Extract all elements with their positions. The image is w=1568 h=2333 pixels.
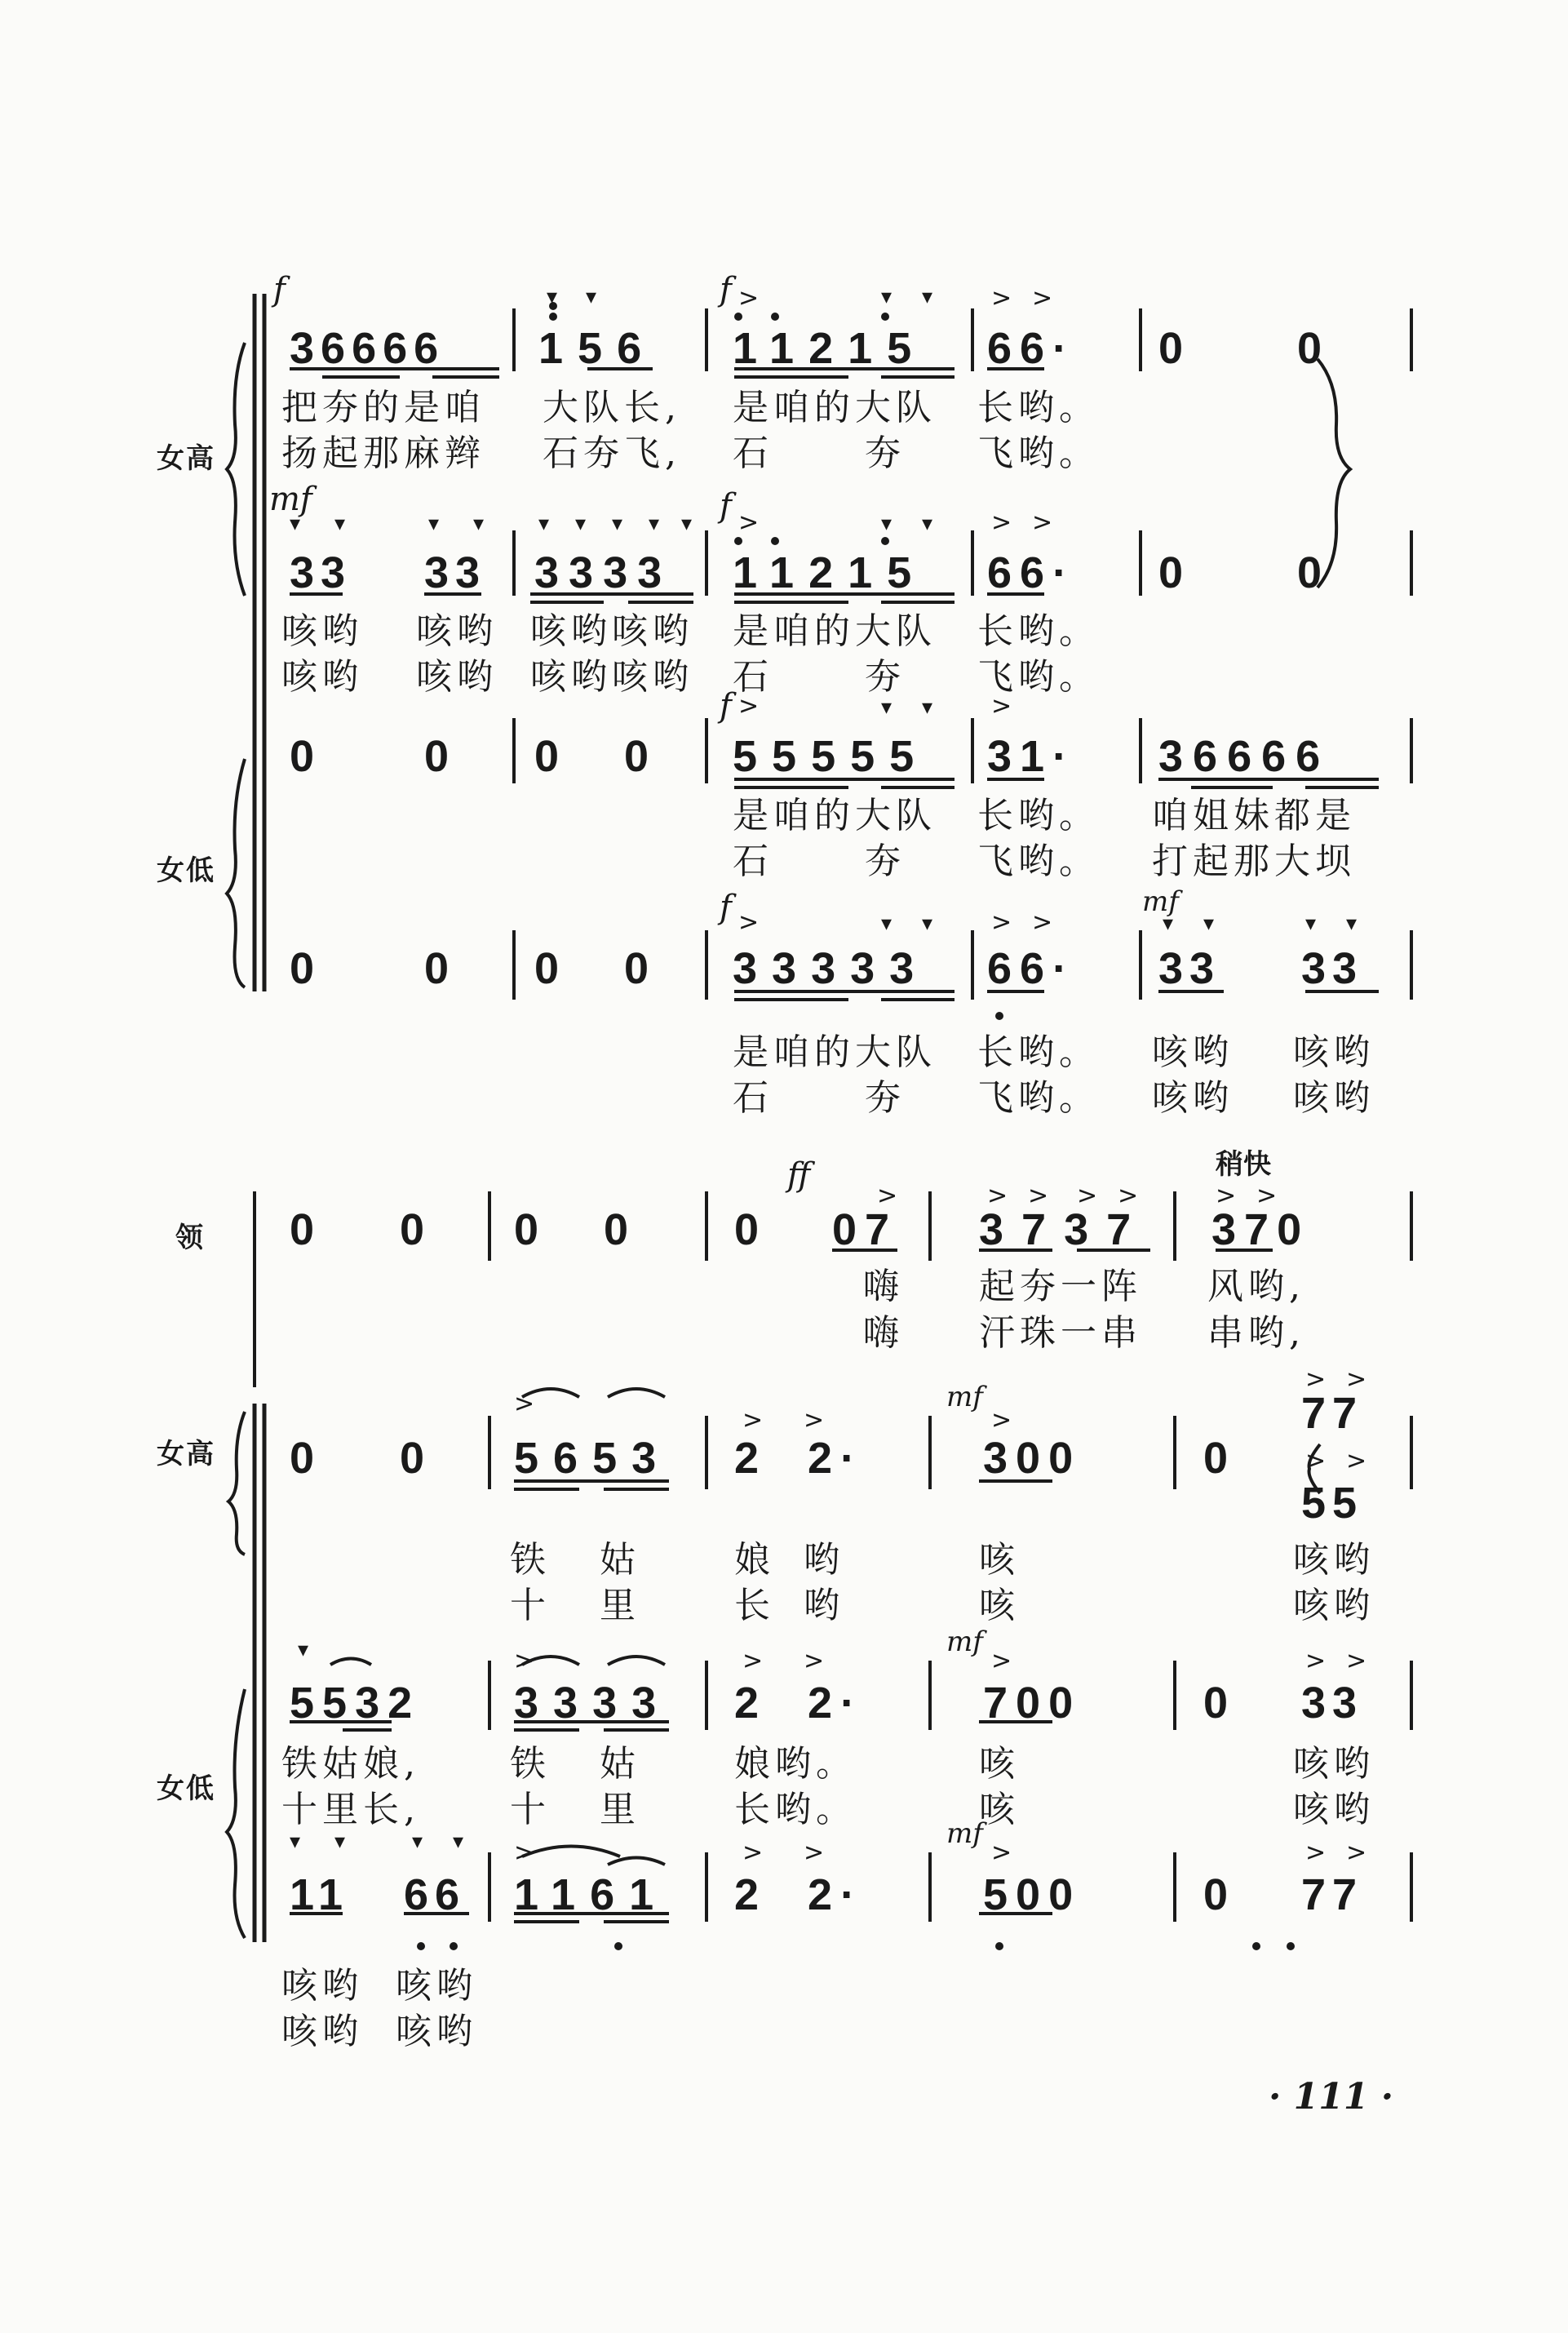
lyric: 咳 — [979, 1743, 1020, 1785]
svg-text:>: > — [1216, 1182, 1237, 1210]
notes-m3: 11215 — [733, 324, 927, 373]
svg-text:>: > — [742, 1838, 764, 1867]
rest: 0 — [534, 732, 560, 781]
lyric: 是咱的大队 — [733, 1031, 937, 1073]
svg-text:▾: ▾ — [1163, 911, 1174, 936]
lyric: 大队长, — [543, 387, 681, 428]
rest: 0 — [400, 1205, 425, 1254]
lyric: 咱姐妹都是 — [1152, 795, 1356, 836]
tempo-mark: 稍快 — [1216, 1148, 1271, 1181]
notes-m3: 33333 — [733, 944, 929, 993]
lyric: 咳哟 — [1293, 1743, 1375, 1785]
lyric: 起夯一阵 — [979, 1266, 1142, 1307]
lyric: 把夯的是咱 — [281, 387, 485, 428]
svg-text:>: > — [514, 1838, 535, 1867]
notes-m2: 5653 — [514, 1434, 671, 1483]
rest: 0 — [624, 732, 649, 781]
notes-m5-rest: 0 — [1158, 548, 1184, 597]
lyric: 长哟。 — [977, 1031, 1100, 1073]
svg-text:>: > — [804, 1838, 825, 1867]
svg-text:▾: ▾ — [290, 1830, 301, 1854]
lyric: 十 — [510, 1585, 551, 1626]
lyric: 扬起那麻辫 — [281, 432, 485, 474]
svg-text:>: > — [1346, 1838, 1367, 1867]
label-alto: 女低 — [157, 1772, 215, 1805]
dynamic-mark: ff — [787, 1156, 811, 1194]
notes-m5: 370 — [1211, 1205, 1310, 1254]
svg-text:>: > — [991, 1838, 1012, 1867]
lyric: 是咱的大队 — [733, 610, 937, 652]
label-alto: 女低 — [157, 854, 215, 887]
svg-text:>: > — [1305, 1647, 1327, 1675]
svg-text:>: > — [738, 908, 760, 937]
rest: 0 — [534, 944, 560, 993]
svg-text:▾: ▾ — [586, 285, 597, 309]
lyric: 咳哟 — [396, 1965, 477, 2007]
svg-text:▾: ▾ — [881, 285, 893, 309]
svg-text:▾: ▾ — [575, 512, 587, 536]
svg-text:>: > — [991, 284, 1012, 313]
notes-m3: 11215 — [733, 548, 927, 597]
lyric: 风哟, — [1207, 1266, 1305, 1307]
lyric: 夯 — [865, 1077, 906, 1119]
lyric: 铁姑娘, — [281, 1743, 420, 1785]
notes-m4: 66· — [987, 944, 1076, 993]
notes-m4: 3737 — [979, 1205, 1149, 1254]
notes-m5-lower: 55 — [1301, 1479, 1364, 1528]
svg-text:>: > — [1032, 908, 1053, 937]
lyric: 哟 — [804, 1539, 844, 1581]
svg-text:▾: ▾ — [881, 512, 893, 536]
lyric: 石 — [733, 432, 773, 474]
lyric: 飞哟。 — [977, 656, 1100, 698]
rest: 0 — [290, 944, 315, 993]
svg-text:▾: ▾ — [612, 512, 623, 536]
svg-text:>: > — [514, 1647, 535, 1675]
lyric: 咳 — [979, 1539, 1020, 1581]
notes-m3: 2 2· — [734, 1434, 864, 1483]
svg-text:>: > — [804, 1406, 825, 1435]
lyric: 姑 — [600, 1539, 640, 1581]
lyric: 石 — [733, 656, 773, 698]
svg-text:>: > — [514, 1390, 535, 1418]
svg-text:▾: ▾ — [453, 1830, 464, 1854]
svg-text:▾: ▾ — [881, 911, 893, 936]
notes-m1a: 33 — [290, 548, 352, 597]
rest: 0 — [1203, 1679, 1229, 1728]
rest: 0 — [1203, 1434, 1229, 1483]
lyric: 里 — [600, 1789, 640, 1830]
svg-text:>: > — [804, 1647, 825, 1675]
lyric: 咳哟 — [1152, 1031, 1234, 1073]
rest: 0 — [604, 1205, 629, 1254]
label-soprano: 女高 — [157, 442, 215, 475]
lyric: 飞哟。 — [977, 841, 1100, 882]
svg-text:>: > — [1256, 1182, 1278, 1210]
lyric: 咳哟 — [416, 610, 498, 652]
dynamic-mark: mf — [1142, 885, 1179, 918]
lyric: 娘 — [734, 1539, 775, 1581]
notes-m4: 700 — [983, 1679, 1082, 1728]
rest: 0 — [424, 944, 450, 993]
rest: 0 — [400, 1434, 425, 1483]
lyric: 长哟。 — [734, 1789, 857, 1830]
dynamic-mark: f — [720, 889, 732, 926]
lyric: 长哟。 — [977, 795, 1100, 836]
lyric: 夯 — [865, 841, 906, 882]
notes-m4: 66· — [987, 548, 1076, 597]
lyric: 咳哟 — [281, 1965, 363, 2007]
svg-text:▾: ▾ — [681, 512, 693, 536]
lyric: 咳哟 — [281, 2011, 363, 2052]
dynamic-mark: mf — [269, 481, 312, 518]
svg-text:>: > — [738, 692, 760, 721]
rest: 0 — [290, 1205, 315, 1254]
lyric: 汗珠一串 — [979, 1312, 1142, 1354]
lyric: 咳哟 — [1293, 1585, 1375, 1626]
lyric: 哟 — [804, 1585, 844, 1626]
lyric: 嗨 — [863, 1266, 904, 1307]
svg-text:▾: ▾ — [412, 1830, 423, 1854]
notes-m5-rest: 0 — [1158, 324, 1184, 373]
lyric: 咳 — [979, 1585, 1020, 1626]
lyric: 铁 — [510, 1539, 551, 1581]
svg-text:▾: ▾ — [1305, 911, 1317, 936]
lyric: 咳哟 — [1293, 1031, 1375, 1073]
dynamic-mark: mf — [946, 1381, 983, 1413]
notes-m4: 66· — [987, 324, 1076, 373]
lyric: 石夯飞, — [543, 432, 681, 474]
svg-text:>: > — [1305, 1838, 1327, 1867]
svg-text:>: > — [987, 1182, 1008, 1210]
lyric: 咳哟 — [1293, 1539, 1375, 1581]
notes-m2: 3333 — [514, 1679, 671, 1728]
svg-text:▾: ▾ — [1203, 911, 1215, 936]
notes-m5: 36666 — [1158, 732, 1331, 781]
svg-text:>: > — [991, 1647, 1012, 1675]
svg-text:>: > — [742, 1647, 764, 1675]
svg-text:▾: ▾ — [334, 1830, 346, 1854]
rest: 0 — [734, 1205, 760, 1254]
svg-text:>: > — [1032, 508, 1053, 537]
lyric: 咳哟 — [416, 656, 498, 698]
lyric: 嗨 — [863, 1312, 904, 1354]
svg-text:▾: ▾ — [922, 911, 933, 936]
rest: 0 — [290, 732, 315, 781]
svg-text:▾: ▾ — [473, 512, 485, 536]
svg-text:>: > — [1305, 1365, 1327, 1394]
rest: 0 — [514, 1205, 539, 1254]
svg-text:▾: ▾ — [881, 695, 893, 720]
svg-text:>: > — [991, 1406, 1012, 1435]
lyric: 里 — [600, 1585, 640, 1626]
rest: 0 — [424, 732, 450, 781]
notes-m2: 156 — [538, 324, 657, 373]
lyric: 咳哟 — [1152, 1077, 1234, 1119]
svg-text:▾: ▾ — [298, 1638, 309, 1662]
dynamic-mark: mf — [946, 1626, 983, 1658]
svg-text:>: > — [1305, 1447, 1327, 1475]
notes-m1b: 66 — [404, 1870, 467, 1919]
notes-m4: 500 — [983, 1870, 1082, 1919]
label-soprano: 女高 — [157, 1438, 215, 1470]
notes-m3: 55555 — [733, 732, 929, 781]
lyric: 姑 — [600, 1743, 640, 1785]
svg-text:>: > — [991, 692, 1012, 721]
svg-text:▾: ▾ — [334, 512, 346, 536]
notes-m5-rest: 0 — [1297, 548, 1322, 597]
svg-text:>: > — [1346, 1447, 1367, 1475]
lyric: 长 — [734, 1585, 775, 1626]
lyric: 串哟, — [1207, 1312, 1305, 1354]
svg-text:>: > — [1032, 284, 1053, 313]
lyric: 十里长, — [281, 1789, 420, 1830]
lyric: 夯 — [865, 656, 906, 698]
lyric: 十 — [510, 1789, 551, 1830]
lyric: 是咱的大队 — [733, 387, 937, 428]
lyric: 咳哟 — [396, 2011, 477, 2052]
lyric: 咳哟咳哟 — [530, 656, 693, 698]
lyric: 长哟。 — [977, 610, 1100, 652]
lyric: 咳哟 — [1293, 1077, 1375, 1119]
lyric: 飞哟。 — [977, 432, 1100, 474]
svg-text:>: > — [738, 284, 760, 313]
lyric: 是咱的大队 — [733, 795, 937, 836]
notes-m5: 77 — [1301, 1870, 1364, 1919]
lyric: 咳哟咳哟 — [530, 610, 693, 652]
svg-text:▾: ▾ — [649, 512, 660, 536]
notes-m4: 300 — [983, 1434, 1082, 1483]
svg-text:▾: ▾ — [1346, 911, 1358, 936]
lyric: 长哟。 — [977, 387, 1100, 428]
svg-text:>: > — [1118, 1182, 1139, 1210]
svg-text:>: > — [1077, 1182, 1098, 1210]
svg-text:▾: ▾ — [547, 285, 558, 309]
lyric: 打起那大坝 — [1152, 841, 1356, 882]
svg-text:>: > — [1346, 1365, 1367, 1394]
svg-text:>: > — [1346, 1647, 1367, 1675]
svg-text:>: > — [1028, 1182, 1049, 1210]
dynamic-mark: f — [720, 487, 732, 525]
notes-m5b: 33 — [1301, 944, 1364, 993]
svg-text:>: > — [991, 908, 1012, 937]
notes-m1b: 33 — [424, 548, 487, 597]
lyric: 石 — [733, 841, 773, 882]
notes-m4: 31· — [987, 732, 1076, 781]
svg-text:▾: ▾ — [922, 285, 933, 309]
rest: 0 — [1203, 1870, 1229, 1919]
lyric: 飞哟。 — [977, 1077, 1100, 1119]
svg-text:▾: ▾ — [922, 512, 933, 536]
lyric: 娘哟。 — [734, 1743, 857, 1785]
svg-text:>: > — [991, 508, 1012, 537]
label-lead: 领 — [175, 1222, 205, 1254]
svg-text:▾: ▾ — [922, 695, 933, 720]
lyric: 咳哟 — [1293, 1789, 1375, 1830]
svg-text:>: > — [877, 1182, 898, 1210]
lyric: 夯 — [865, 432, 906, 474]
notes-m3: 2 2· — [734, 1679, 864, 1728]
lyric: 咳哟 — [281, 610, 363, 652]
notes-m5-rest: 0 — [1297, 324, 1322, 373]
svg-text:▾: ▾ — [538, 512, 550, 536]
lyric: 铁 — [510, 1743, 551, 1785]
svg-text:>: > — [742, 1406, 764, 1435]
svg-text:>: > — [738, 508, 760, 537]
notes-m1: 5532 — [290, 1679, 421, 1728]
notes-m1a: 11 — [290, 1870, 350, 1919]
notes-m1: 36666 — [290, 324, 445, 373]
notes-m2: 3333 — [534, 548, 672, 597]
rest: 0 — [290, 1434, 315, 1483]
dynamic-mark: f — [273, 271, 286, 308]
notes-m2: 1161 — [514, 1870, 669, 1919]
rest: 0 — [624, 944, 649, 993]
dynamic-mark: f — [720, 271, 732, 308]
svg-text:▾: ▾ — [428, 512, 440, 536]
notes-m5a: 33 — [1158, 944, 1221, 993]
lyric: 石 — [733, 1077, 773, 1119]
notes-m5: 33 — [1301, 1679, 1364, 1728]
svg-text:▾: ▾ — [290, 512, 301, 536]
lyric: 咳 — [979, 1789, 1020, 1830]
notes-m5-upper: 77 — [1301, 1389, 1364, 1438]
notes-m3: 2 2· — [734, 1870, 864, 1919]
dynamic-mark: f — [720, 687, 732, 725]
page-number: · 111 · — [1269, 2076, 1394, 2118]
notes-m3: 07 — [832, 1205, 898, 1254]
lyric: 咳哟 — [281, 656, 363, 698]
dynamic-mark: mf — [946, 1817, 983, 1850]
